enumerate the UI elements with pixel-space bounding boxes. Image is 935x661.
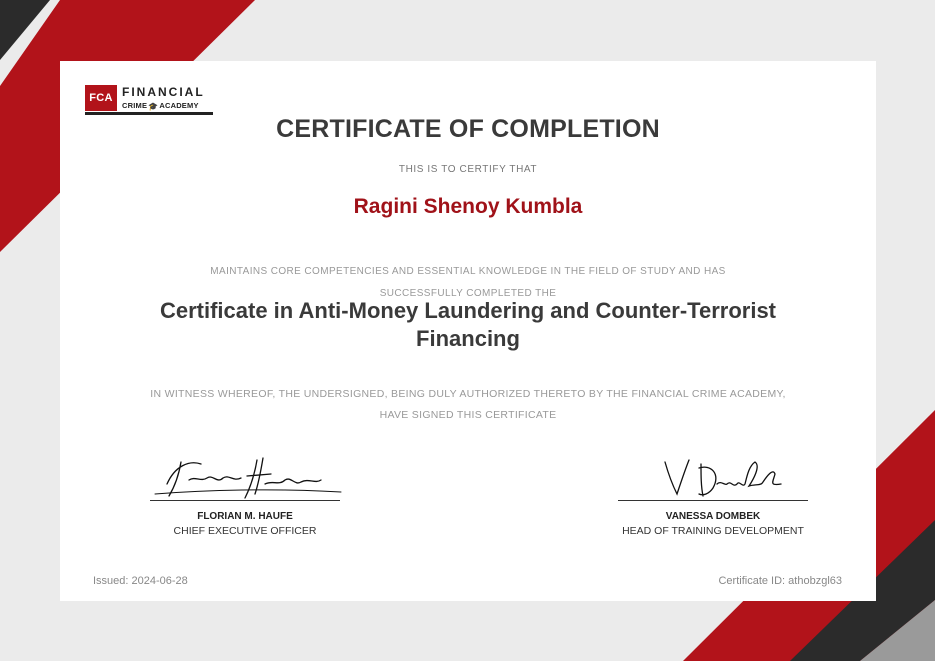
signatory-role-ceo: CHIEF EXECUTIVE OFFICER — [173, 525, 317, 537]
logo-wordmark-financial: FINANCIAL — [122, 85, 205, 99]
certificate-card — [60, 61, 876, 601]
certificate-id: Certificate ID: athobzgl63 — [718, 575, 842, 587]
graduation-cap-icon: 🎓 — [148, 102, 159, 111]
recipient-name: Ragini Shenoy Kumbla — [353, 195, 583, 218]
certify-text: THIS IS TO CERTIFY THAT — [398, 164, 538, 175]
signature-line-ceo — [150, 500, 340, 501]
logo-word-crime: CRIME — [122, 101, 148, 110]
signature-block-training — [603, 454, 823, 537]
logo-badge: FCA — [85, 85, 117, 111]
logo-word-academy: ACADEMY — [159, 101, 199, 110]
logo-wordmark-crime-academy — [122, 101, 199, 111]
signatory-role-training: HEAD OF TRAINING DEVELOPMENT — [622, 525, 804, 537]
issued-date: Issued: 2024-06-28 — [93, 575, 188, 587]
signature-ceo-image — [145, 454, 345, 500]
certificate-title: CERTIFICATE OF COMPLETION — [276, 115, 660, 143]
program-name: Certificate in Anti-Money Laundering and Counter-Terrorist Financing — [159, 298, 777, 351]
competency-statement: MAINTAINS CORE COMPETENCIES AND ESSENTIAL KNOWLEDGE IN THE FIELD OF STUDY AND HAS SUCCESSFULLY COMPLETED THE — [210, 266, 726, 299]
signatory-name-ceo: FLORIAN M. HAUFE — [197, 511, 293, 522]
signature-block-ceo — [135, 454, 355, 537]
signature-line-training — [618, 500, 808, 501]
signature-training-image — [613, 454, 813, 500]
witness-statement: IN WITNESS WHEREOF, THE UNDERSIGNED, BEING DULY AUTHORIZED THERETO BY THE FINANCIAL CRIME ACADEMY, HAVE SIGNED THIS CERTIFICATE — [150, 388, 786, 421]
signatory-name-training: VANESSA DOMBEK — [665, 511, 761, 522]
